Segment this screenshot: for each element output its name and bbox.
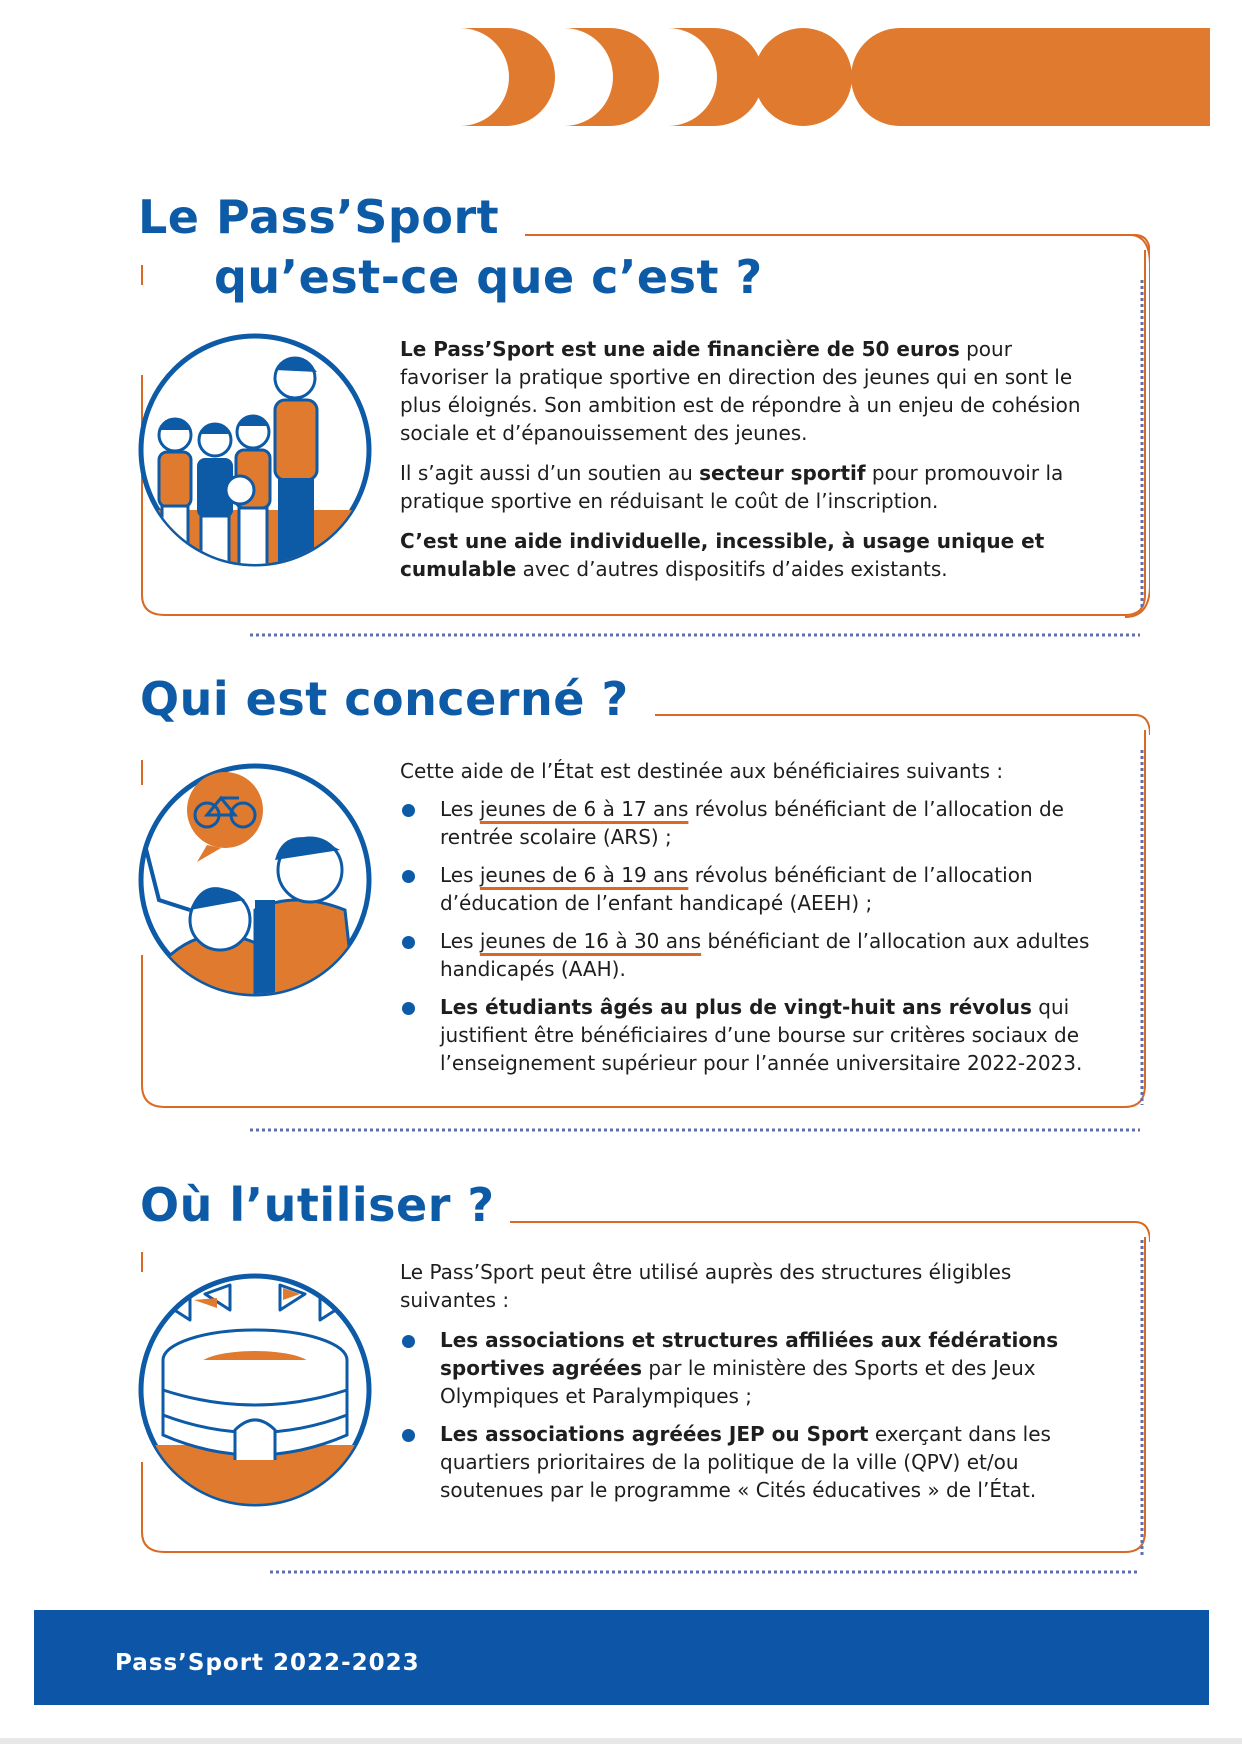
list-item: Les associations et structures affiliées aux fédérations sportives agréées par le ministère des Sports et des Jeux Olympiques et Paralympiques ;: [400, 1326, 1100, 1410]
list-item: Les associations agréées JEP ou Sport exerçant dans les quartiers prioritaires de la politique de la ville (QPV) et/ou soutenues par le programme « Cités éducatives » de l’État.: [400, 1420, 1100, 1504]
section2-text: [400, 757, 1120, 1087]
section1-paragraph3: C’est une aide individuelle, incessible, à usage unique et cumulable avec d’autres dispositifs d’aides existants.: [400, 529, 1045, 581]
bullet-icon: [402, 1335, 415, 1348]
section1-paragraph2: Il s’agit aussi d’un soutien au secteur sportif pour promouvoir la pratique sportive en réduisant le coût de l’inscription.: [400, 461, 1064, 513]
eligible-structures-list: [400, 1326, 1100, 1504]
beneficiaries-list: [400, 795, 1120, 1077]
section1-text: [400, 335, 1090, 595]
section1-title-line1: Le Pass’Sport: [138, 190, 500, 244]
bullet-icon: [402, 1002, 415, 1015]
list-item: Les étudiants âgés au plus de vingt-huit ans révolus qui justifient être bénéficiaires d’une bourse sur critères sociaux de l’enseignement supérieur pour l’année universitaire 2022-2023.: [400, 993, 1120, 1077]
group-of-young-athletes-icon: [135, 330, 375, 570]
stadium-icon: [135, 1270, 375, 1510]
section3-title: Où l’utiliser ?: [140, 1178, 495, 1232]
section3-text: [400, 1258, 1100, 1514]
bullet-icon: [402, 870, 415, 883]
list-item: Les jeunes de 16 à 30 ans bénéficiant de l’allocation aux adultes handicapés (AAH).: [400, 927, 1120, 983]
list-item: Les jeunes de 6 à 17 ans révolus bénéficiant de l’allocation de rentrée scolaire (ARS) ;: [400, 795, 1120, 851]
bullet-icon: [402, 1429, 415, 1442]
divider: [0, 1738, 1242, 1744]
section2-intro: Cette aide de l’État est destinée aux bénéficiaires suivants :: [400, 759, 1004, 783]
two-young-people-bicycle-icon: [135, 760, 375, 1000]
section2-title: Qui est concerné ?: [140, 672, 629, 726]
footer-label: Pass’Sport 2022-2023: [115, 1650, 420, 1676]
bullet-icon: [402, 936, 415, 949]
bullet-icon: [402, 804, 415, 817]
section1-paragraph1: Le Pass’Sport est une aide financière de 50 euros pour favoriser la pratique sportive en direction des jeunes qui en sont le plus éloignés. Son ambition est de répondre à un enjeu de cohésion sociale et d’épanouissement des jeunes.: [400, 337, 1081, 445]
section1-title-line2: qu’est-ce que c’est ?: [214, 250, 763, 304]
decorative-shapes-banner: [460, 28, 1210, 126]
section3-intro: Le Pass’Sport peut être utilisé auprès des structures éligibles suivantes :: [400, 1260, 1012, 1312]
list-item: Les jeunes de 6 à 19 ans révolus bénéficiant de l’allocation d’éducation de l’enfant handicapé (AEEH) ;: [400, 861, 1120, 917]
